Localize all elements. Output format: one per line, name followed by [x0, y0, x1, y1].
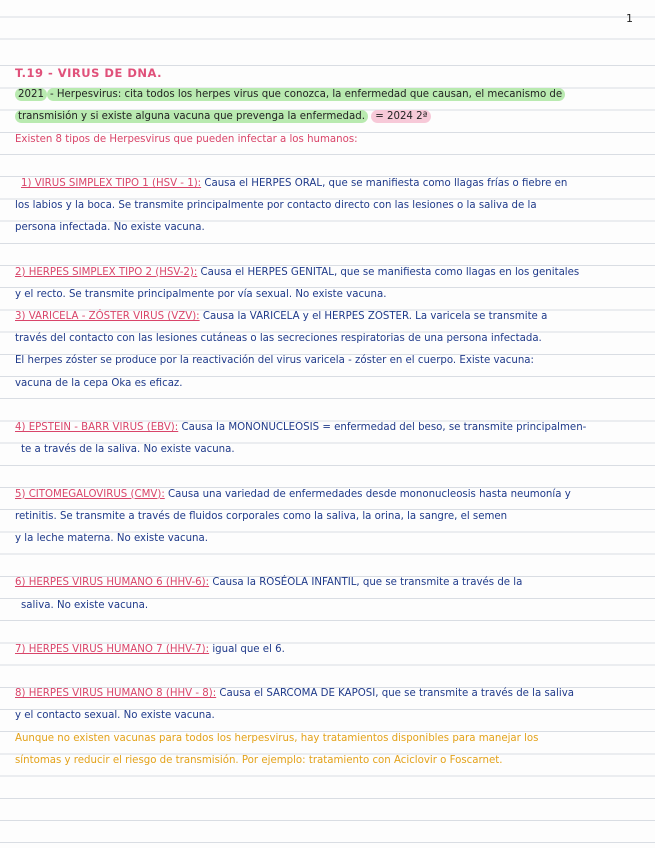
question-text-2: transmisión y si existe alguna vacuna que prevenga la enfermedad.: [15, 110, 368, 123]
intro-line: Existen 8 tipos de Herpesvirus que pueden infectar a los humanos:: [15, 133, 358, 145]
item-3-line-1: 3) VARICELA - ZÓSTER VIRUS (VZV): Causa la VARICELA y el HERPES ZOSTER. La varicela se transmite a: [15, 311, 548, 323]
item-4-line-1: 4) EPSTEIN - BARR VIRUS (EBV): Causa la MONONUCLEOSIS = enfermedad del beso, se transmite principalmen-: [15, 422, 587, 433]
item-1-heading: 1) VIRUS SIMPLEX TIPO 1 (HSV - 1):: [21, 177, 202, 189]
item-6-heading: 6) HERPES VIRUS HUMANO 6 (HHV-6):: [15, 577, 210, 589]
item-5-line-1: 5) CITOMEGALOVIRUS (CMV): Causa una variedad de enfermedades desde mononucleosis hasta neumonía y: [15, 488, 571, 500]
spacer: [15, 617, 640, 639]
page-number: 1: [626, 12, 633, 25]
spacer: [15, 151, 640, 173]
item-3-heading: 3) VARICELA - ZÓSTER VIRUS (VZV):: [15, 311, 200, 323]
conclusion-line-1: Aunque no existen vacunas para todos los herpesvirus, hay tratamientos disponibles para manejar los: [15, 732, 539, 744]
item-2-heading: 2) HERPES SIMPLEX TIPO 2 (HSV-2):: [15, 266, 198, 278]
item-3-line-2: través del contacto con las lesiones cutáneas o las secreciones respiratorias de una persona infectada.: [15, 333, 542, 345]
spacer: [15, 395, 640, 417]
item-1-line-3: persona infectada. No existe vacuna.: [15, 222, 205, 234]
question-line-2: [15, 106, 640, 128]
spacer: [15, 661, 640, 683]
item-3-line-4: vacuna de la cepa Oka es eficaz.: [15, 377, 183, 389]
conclusion-line-2: síntomas y reducir el riesgo de transmisión. Por ejemplo: tratamiento con Aciclovir o Foscarnet.: [15, 754, 503, 766]
notes-body: [15, 62, 640, 772]
item-8-line-1: 8) HERPES VIRUS HUMANO 8 (HHV - 8): Causa el SARCOMA DE KAPOSI, que se transmite a través de la saliva: [15, 688, 574, 700]
item-4-heading: 4) EPSTEIN - BARR VIRUS (EBV):: [15, 422, 179, 433]
question-text-1: - Herpesvirus: cita todos los herpes virus que conozca, la enfermedad que causan, el mecanismo de: [47, 88, 565, 101]
item-2-line-2: y el recto. Se transmite principalmente por vía sexual. No existe vacuna.: [15, 288, 387, 300]
question-repeat-tag: = 2024 2ª: [371, 110, 431, 123]
page-title: T.19 - VIRUS DE DNA.: [15, 66, 162, 80]
spacer: [15, 240, 640, 262]
item-1-line-2: los labios y la boca. Se transmite principalmente por contacto directo con las lesiones o la saliva de la: [15, 200, 537, 212]
item-3-line-3: El herpes zóster se produce por la reactivación del virus varicela - zóster en el cuerpo. Existe vacuna:: [15, 355, 534, 367]
question-line-1: [15, 84, 640, 106]
spacer: [15, 461, 640, 483]
item-8-heading: 8) HERPES VIRUS HUMANO 8 (HHV - 8):: [15, 688, 217, 700]
item-5-line-2: retinitis. Se transmite a través de fluidos corporales como la saliva, la orina, la sangre, el semen: [15, 510, 508, 522]
item-7-heading: 7) HERPES VIRUS HUMANO 7 (HHV-7):: [15, 643, 210, 655]
item-1-line-1: 1) VIRUS SIMPLEX TIPO 1 (HSV - 1): Causa el HERPES ORAL, que se manifiesta como llagas frías o fiebre en: [21, 177, 568, 189]
item-5-heading: 5) CITOMEGALOVIRUS (CMV):: [15, 488, 165, 500]
item-6-line-2: saliva. No existe vacuna.: [21, 599, 149, 611]
item-5-line-3: y la leche materna. No existe vacuna.: [15, 532, 208, 544]
item-7-line-1: 7) HERPES VIRUS HUMANO 7 (HHV-7): igual que el 6.: [15, 643, 285, 655]
item-2-line-1: 2) HERPES SIMPLEX TIPO 2 (HSV-2): Causa el HERPES GENITAL, que se manifiesta como llagas en los genitales: [15, 266, 580, 278]
item-6-line-1: 6) HERPES VIRUS HUMANO 6 (HHV-6): Causa la ROSÉOLA INFANTIL, que se transmite a través de la: [15, 577, 523, 589]
item-4-line-2: te a través de la saliva. No existe vacuna.: [21, 444, 235, 456]
item-8-line-2: y el contacto sexual. No existe vacuna.: [15, 710, 215, 722]
question-year-tag: 2021: [15, 88, 47, 101]
spacer: [15, 550, 640, 572]
